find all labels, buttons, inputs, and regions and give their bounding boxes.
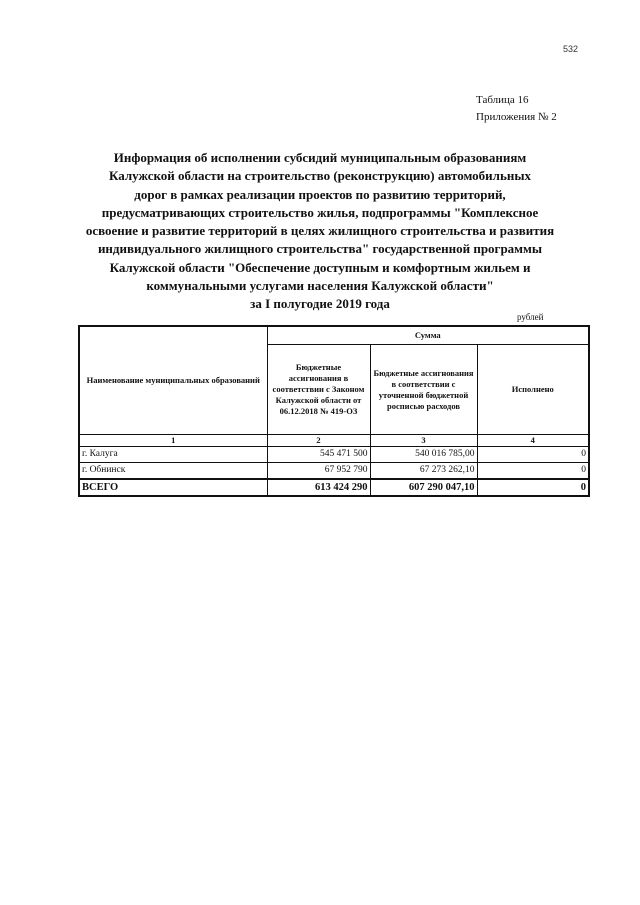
- law-allocation-value: 545 471 500: [267, 447, 370, 463]
- title-line: дорог в рамках реализации проектов по развитию территорий,: [134, 186, 506, 202]
- title-line: предусматривающих строительство жилья, подпрограммы "Комплексное: [101, 204, 539, 220]
- law-allocation-value: 67 952 790: [267, 463, 370, 480]
- total-law-allocation: 613 424 290: [267, 479, 370, 496]
- header-law-allocations: Бюджетные ассигнования в соответствии с Законом Калужской области от 06.12.2018 № 419-ОЗ: [267, 345, 370, 435]
- document-title: [60, 149, 580, 314]
- header-executed: Исполнено: [477, 345, 589, 435]
- total-row: [79, 479, 589, 496]
- table-row: [79, 447, 589, 463]
- subsidy-table: [78, 325, 590, 497]
- title-line: Информация об исполнении субсидий муниципальным образованиям: [113, 150, 527, 165]
- executed-value: 0: [477, 463, 589, 480]
- header-municipality: Наименование муниципальных образований: [79, 326, 267, 435]
- units-label: рублей: [517, 312, 544, 322]
- refined-allocation-value: 540 016 785,00: [370, 447, 477, 463]
- total-executed: 0: [477, 479, 589, 496]
- municipality-name: г. Калуга: [79, 447, 267, 463]
- column-number: 3: [370, 435, 477, 447]
- refined-allocation-value: 67 273 262,10: [370, 463, 477, 480]
- column-number: 4: [477, 435, 589, 447]
- title-line: освоение и развитие территорий в целях жилищного строительства и развития: [85, 223, 555, 239]
- header-sum: Сумма: [267, 326, 589, 345]
- page-number: 532: [563, 44, 579, 54]
- executed-value: 0: [477, 447, 589, 463]
- column-number: 2: [267, 435, 370, 447]
- header-refined-allocations: Бюджетные ассигнования в соответствии с уточненной бюджетной росписью расходов: [370, 345, 477, 435]
- title-period: за I полугодие 2019 года: [250, 296, 390, 312]
- table-reference: [476, 92, 557, 126]
- total-refined-allocation: 607 290 047,10: [370, 479, 477, 496]
- municipality-name: г. Обнинск: [79, 463, 267, 480]
- column-number: 1: [79, 435, 267, 447]
- title-line: Калужской области "Обеспечение доступным и комфортным жильем и: [109, 259, 531, 275]
- title-line: индивидуального жилищного строительства" государственной программы: [97, 241, 543, 257]
- total-label: ВСЕГО: [79, 479, 267, 496]
- title-line: Калужской области на строительство (реконструкцию) автомобильных: [109, 168, 531, 184]
- appendix-number: Приложения № 2: [476, 111, 557, 123]
- table-number: Таблица 16: [476, 94, 529, 106]
- title-line: коммунальными услугами населения Калужской области": [146, 278, 494, 294]
- table-row: [79, 463, 589, 480]
